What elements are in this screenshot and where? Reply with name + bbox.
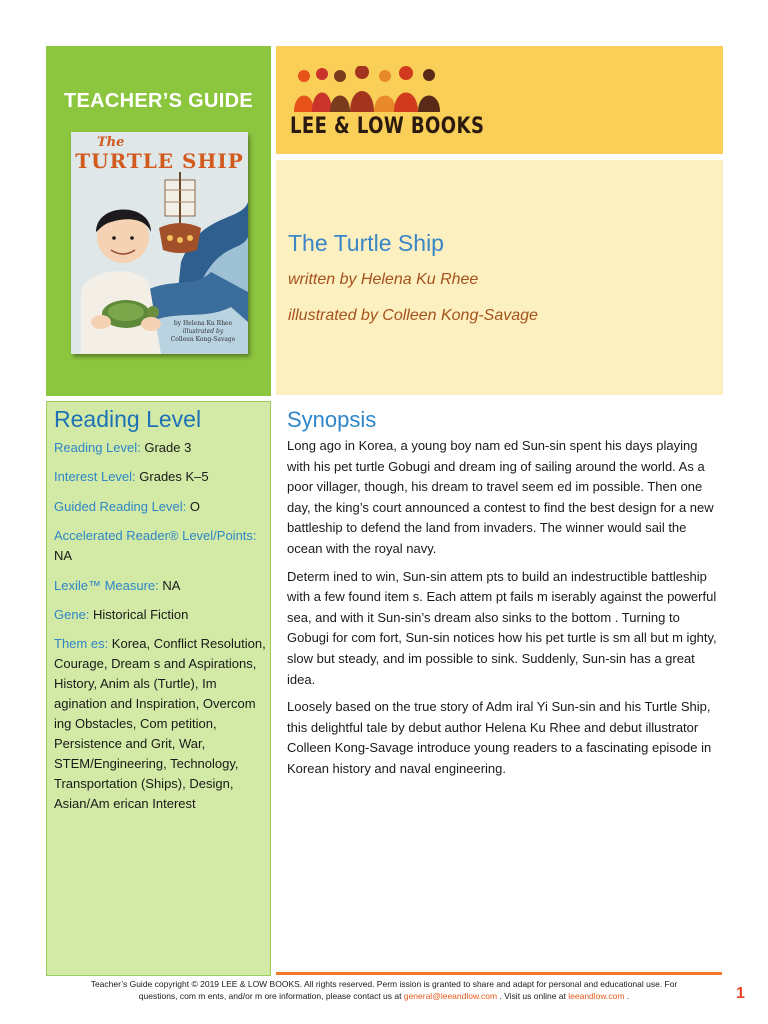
interest-level-item: Interest Level: Grades K–5 (54, 469, 209, 485)
synopsis-paragraph-2: Determ ined to win, Sun-sin attem pts to build an indestructible battleship with a few found item s. Each attem pt fails m iserably against the powerful sea, and with it Sun-sin’s dream also sinks to the bottom . Turning to Gobugi for com fort, Sun-sin notices how his pet turtle is sm all but m ighty, slow but steady, and im possible to sink. Suddenly, Sun-sin has a great idea. (287, 568, 717, 687)
reading-level-item: Reading Level: Grade 3 (54, 440, 192, 455)
book-cover-image (71, 132, 248, 354)
cover-illustrator-label: illustrated by (182, 328, 224, 335)
cover-title-main: TURTLE SHIP (75, 149, 244, 173)
cover-credits (163, 320, 243, 344)
page-number: 1 (736, 985, 745, 1002)
teachers-guide-label: TEACHER’S GUIDE (64, 90, 253, 112)
synopsis-paragraph-1: Long ago in Korea, a young boy nam ed Sun-sin spent his days playing with his pet turtle Gobugi and dream ing of sailing around the world. As a poor villager, though, his dream to travel seem ed im possible. Then one day, the king’s court announced a contest to find the best design for a new battleship to defend the land from invaders. The winner would sail the ocean with the royal navy. (287, 438, 714, 556)
genre-item: Gene: Historical Fiction (54, 606, 189, 622)
lexile-item: Lexile™ Measure: NA (54, 577, 181, 593)
cover-title-the: The (97, 135, 125, 150)
synopsis-paragraph-3: Loosely based on the true story of Adm iral Yi Sun-sin and his Turtle Ship, this delightful tale by debut author Helena Ku Rhee and debut illustrator Colleen Kong-Savage introduce young readers to a fascinating episode in Korean history and naval engineering. (287, 699, 712, 776)
people-silhouettes-logo-icon (292, 66, 452, 112)
footer-copyright (40, 978, 728, 1002)
reading-level-list (54, 438, 266, 824)
footer-line-2: questions, com m ents, and/or m ore information, please contact us at general@leeandlow.com . Visit us online at leeandlow.com . (138, 991, 630, 1001)
synopsis-body (287, 436, 719, 787)
cover-illustrator-line: Colleen Kong-Savage (170, 336, 236, 343)
synopsis-heading: Synopsis (287, 407, 377, 432)
footer-divider (276, 972, 722, 975)
footer-website-link[interactable]: leeandlow.com (568, 991, 625, 1001)
footer-line-1: Teacher’s Guide copyright © 2019 LEE & LOW BOOKS. All rights reserved. Perm ission is granted to share and adapt for personal and educational use. For (90, 979, 678, 989)
byline-author: written by Helena Ku Rhee (288, 271, 479, 288)
book-title: The Turtle Ship (288, 230, 444, 256)
byline-illustrator: illustrated by Colleen Kong-Savage (288, 307, 538, 324)
publisher-name: LEE & LOW BOOKS (290, 114, 485, 139)
guided-reading-item: Guided Reading Level: O (54, 498, 200, 514)
accelerated-reader-item: Accelerated Reader® Level/Points: NA (54, 528, 257, 564)
themes-item: Them es: Korea, Conflict Resolution, Courage, Dream s and Aspirations, History, Anim als (Turtle), Im agination and Inspiration, Overcom ing Obstacles, Com petition, Persistence and Grit, War, STEM/Engineering, Technology, Transportation (Ships), Design, Asian/Am erican Interest (54, 636, 266, 812)
footer-email-link[interactable]: general@leeandlow.com (403, 991, 498, 1001)
cover-author-line: by Helena Ku Rhee (173, 320, 233, 327)
cover-title (71, 136, 248, 172)
reading-level-heading: Reading Level (54, 406, 202, 432)
